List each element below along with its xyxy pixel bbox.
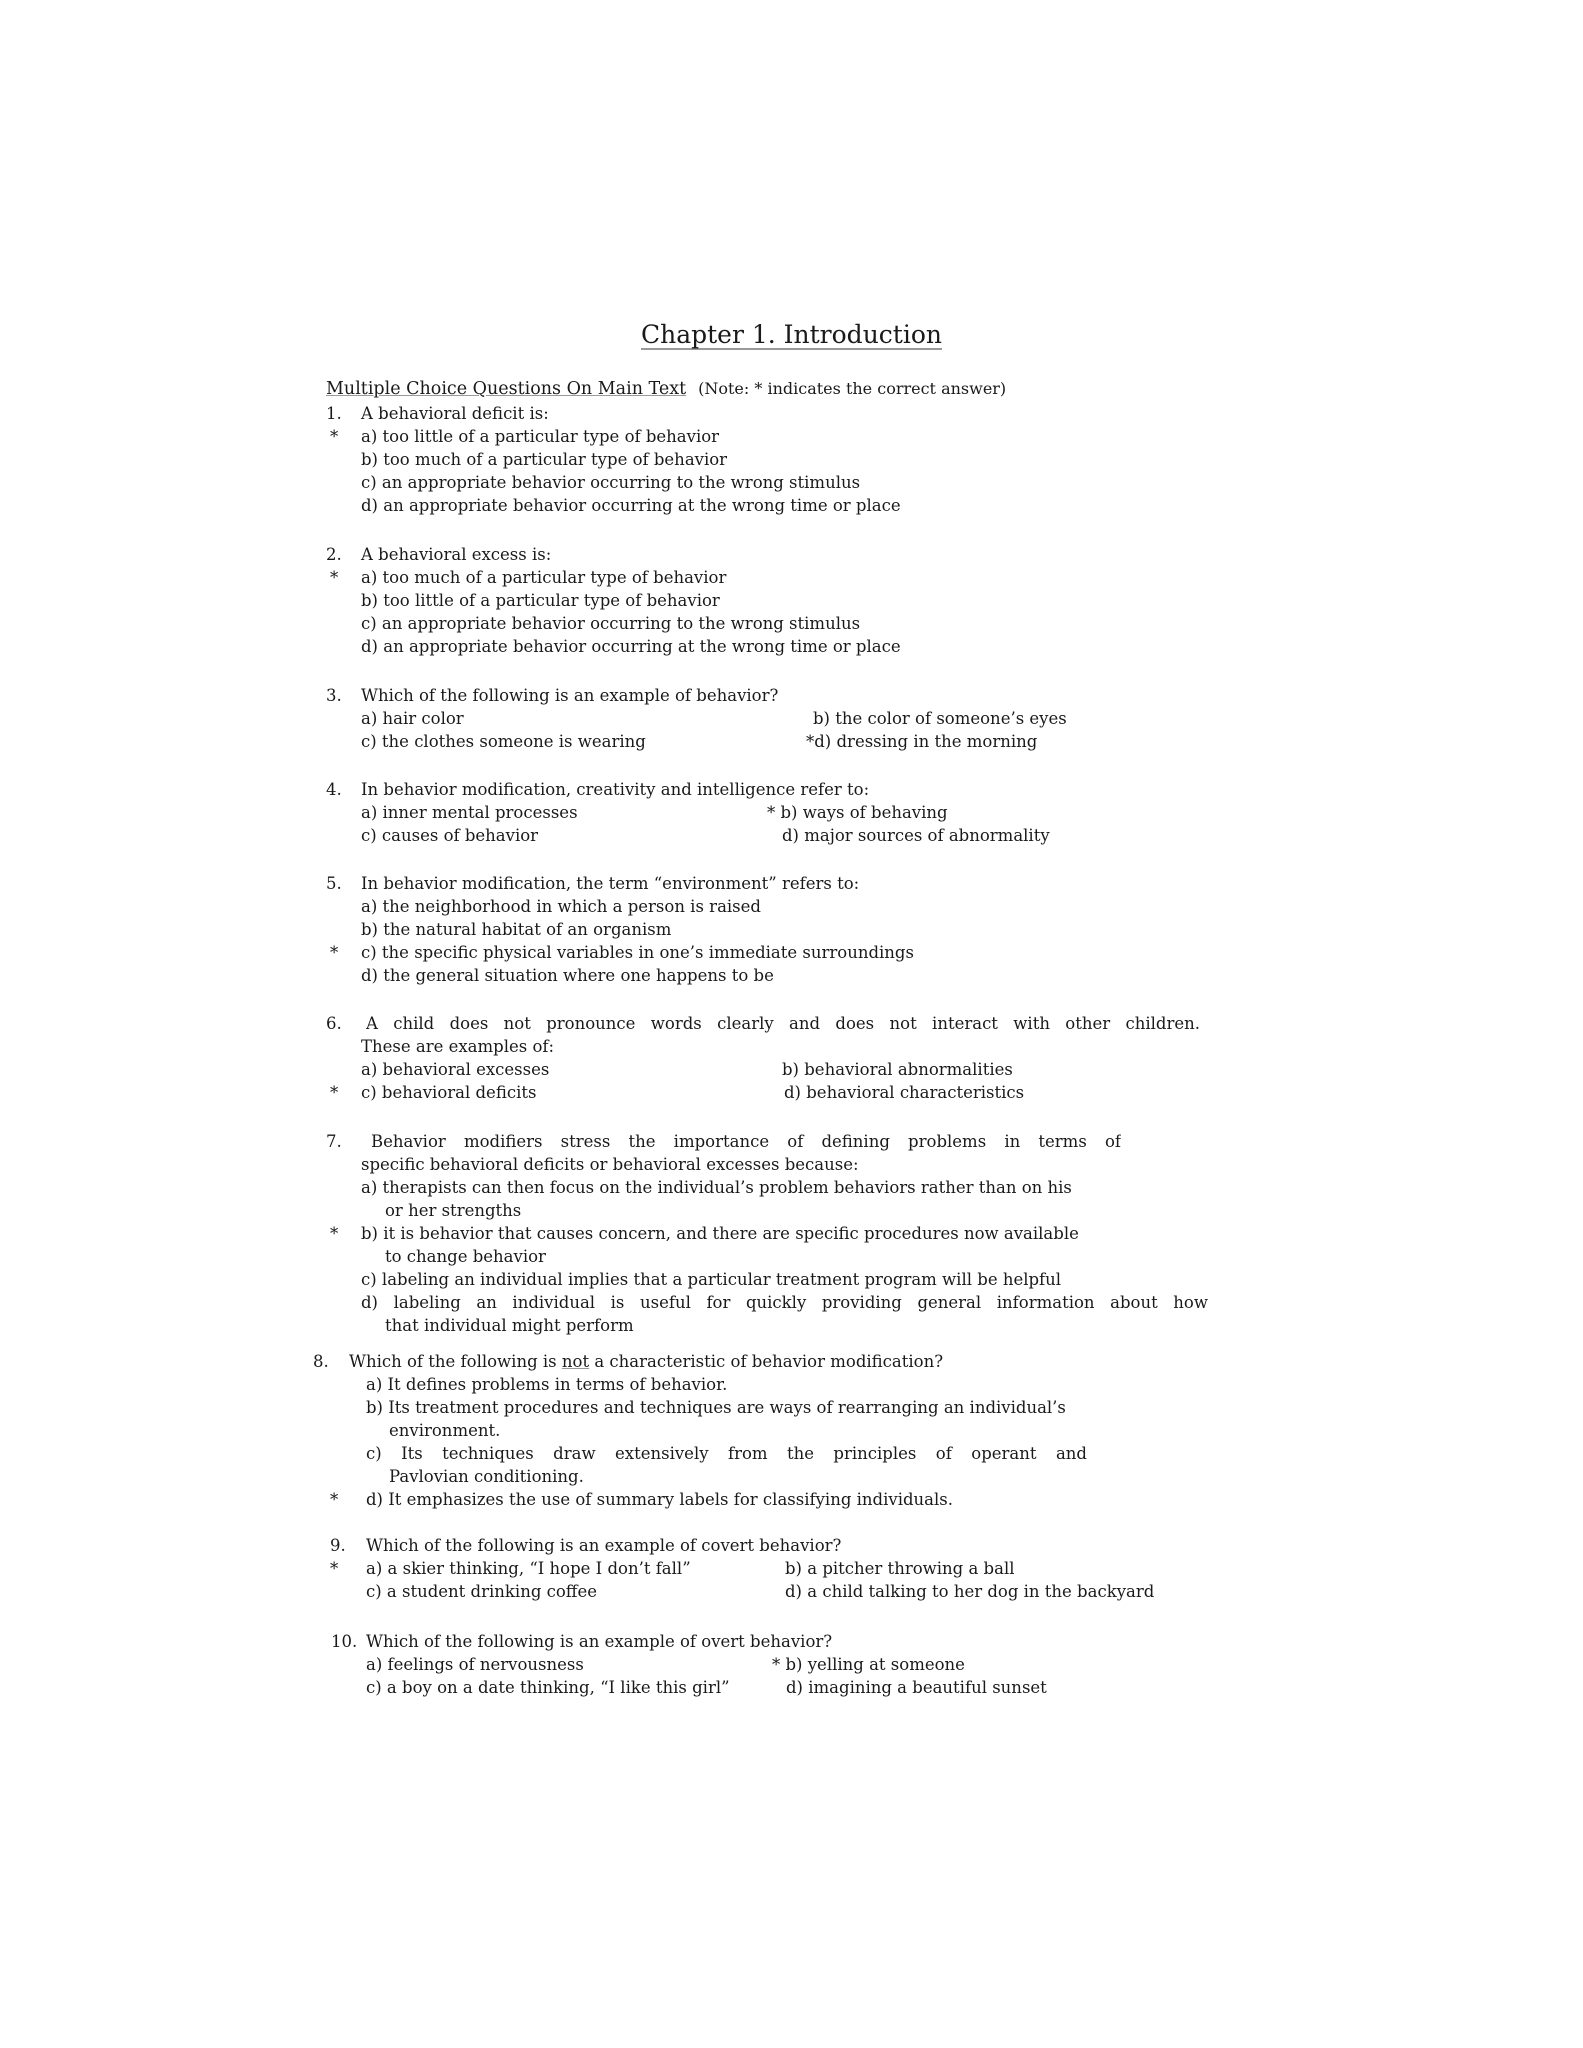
question-stem [349,1350,943,1373]
option-c: c) the clothes someone is wearing [361,732,646,751]
answer-note: (Note: * indicates the correct answer) [698,379,1007,398]
question-stem: A behavioral deficit is: [361,404,549,423]
option-b: b) too much of a particular type of behavior [361,450,728,469]
question-number: 4. [326,780,342,799]
question-number: 9. [330,1536,346,1555]
stem-text: Which of the following is [349,1352,562,1371]
question-7 [0,1130,1583,1337]
option-b: b) behavioral abnormalities [782,1060,1013,1079]
option-d: d) a child talking to her dog in the backyard [785,1582,1155,1601]
correct-marker: * [330,1490,339,1509]
question-number: 10. [331,1632,358,1651]
option-a: a) the neighborhood in which a person is raised [361,897,761,916]
question-stem: A behavioral excess is: [361,545,552,564]
option-c: c) causes of behavior [361,826,539,845]
option-c: c) behavioral deficits [361,1083,537,1102]
option-d-cont: that individual might perform [385,1316,634,1335]
question-1 [0,402,1583,517]
option-d: d) labeling an individual is useful for quickly providing general information about how [361,1293,1208,1312]
option-c: c) a boy on a date thinking, “I like this girl” [366,1678,730,1697]
option-d: d) It emphasizes the use of summary labels for classifying individuals. [366,1490,953,1509]
correct-marker: * [330,943,339,962]
option-b: b) the natural habitat of an organism [361,920,672,939]
stem-text: a characteristic of behavior modification? [589,1352,944,1371]
question-5 [0,872,1583,987]
option-c: c) labeling an individual implies that a particular treatment program will be helpful [361,1270,1062,1289]
question-10 [0,1630,1583,1699]
question-stem: Behavior modifiers stress the importance of defining problems in terms of [371,1132,1121,1151]
option-b: b) it is behavior that causes concern, and there are specific procedures now available [361,1224,1079,1243]
option-c: c) a student drinking coffee [366,1582,598,1601]
option-a: a) a skier thinking, “I hope I don’t fall” [366,1559,691,1578]
option-a-cont: or her strengths [385,1201,522,1220]
correct-marker: * [330,568,339,587]
section-header [326,377,1006,401]
question-stem: Which of the following is an example of behavior? [361,686,779,705]
option-b: * b) yelling at someone [772,1655,965,1674]
question-number: 8. [313,1352,329,1371]
correct-marker: * [330,427,339,446]
option-d: d) an appropriate behavior occurring at the wrong time or place [361,496,901,515]
question-number: 7. [326,1132,342,1151]
option-d: d) an appropriate behavior occurring at the wrong time or place [361,637,901,656]
option-c: c) an appropriate behavior occurring to the wrong stimulus [361,473,861,492]
option-b-cont: to change behavior [385,1247,546,1266]
option-a: a) too much of a particular type of behavior [361,568,727,587]
option-a: a) behavioral excesses [361,1060,550,1079]
option-c: c) an appropriate behavior occurring to the wrong stimulus [361,614,861,633]
question-6 [0,1012,1583,1104]
option-b: b) too little of a particular type of behavior [361,591,720,610]
option-a: a) feelings of nervousness [366,1655,584,1674]
option-b: b) the color of someone’s eyes [813,709,1067,728]
question-number: 5. [326,874,342,893]
correct-marker: * [330,1559,339,1578]
question-stem: In behavior modification, creativity and intelligence refer to: [361,780,870,799]
option-b: b) Its treatment procedures and techniques are ways of rearranging an individual’s [366,1398,1066,1417]
option-a: a) inner mental processes [361,803,578,822]
question-number: 2. [326,545,342,564]
section-title: Multiple Choice Questions On Main Text [326,379,687,399]
option-d: d) imagining a beautiful sunset [786,1678,1047,1697]
question-stem-cont: These are examples of: [361,1037,555,1056]
option-d: *d) dressing in the morning [806,732,1038,751]
question-9 [0,1534,1583,1603]
option-c: c) the specific physical variables in one’s immediate surroundings [361,943,914,962]
question-2 [0,543,1583,658]
option-d: d) major sources of abnormality [782,826,1050,845]
question-number: 3. [326,686,342,705]
question-number: 1. [326,404,342,423]
option-a: a) therapists can then focus on the individual’s problem behaviors rather than on his [361,1178,1072,1197]
stem-emphasis: not [561,1352,590,1371]
question-stem: Which of the following is an example of covert behavior? [366,1536,842,1555]
question-stem-cont: specific behavioral deficits or behavioral excesses because: [361,1155,859,1174]
question-stem: In behavior modification, the term “environment” refers to: [361,874,860,893]
option-a: a) hair color [361,709,464,728]
option-b: b) a pitcher throwing a ball [785,1559,1015,1578]
page-title: Chapter 1. Introduction [640,320,942,349]
option-c-cont: Pavlovian conditioning. [389,1467,584,1486]
correct-marker: * [330,1083,339,1102]
question-3 [0,684,1583,753]
option-b: * b) ways of behaving [767,803,948,822]
option-c: c) Its techniques draw extensively from the principles of operant and [366,1444,1087,1463]
correct-marker: * [330,1224,339,1243]
option-a: a) It defines problems in terms of behavior. [366,1375,728,1394]
option-d: d) the general situation where one happens to be [361,966,774,985]
option-d: d) behavioral characteristics [784,1083,1025,1102]
question-number: 6. [326,1014,342,1033]
option-a: a) too little of a particular type of behavior [361,427,720,446]
option-b-cont: environment. [389,1421,501,1440]
question-8 [0,1350,1583,1511]
question-4 [0,778,1583,847]
question-stem: A child does not pronounce words clearly and does not interact with other children. [366,1014,1200,1033]
question-stem: Which of the following is an example of overt behavior? [366,1632,833,1651]
